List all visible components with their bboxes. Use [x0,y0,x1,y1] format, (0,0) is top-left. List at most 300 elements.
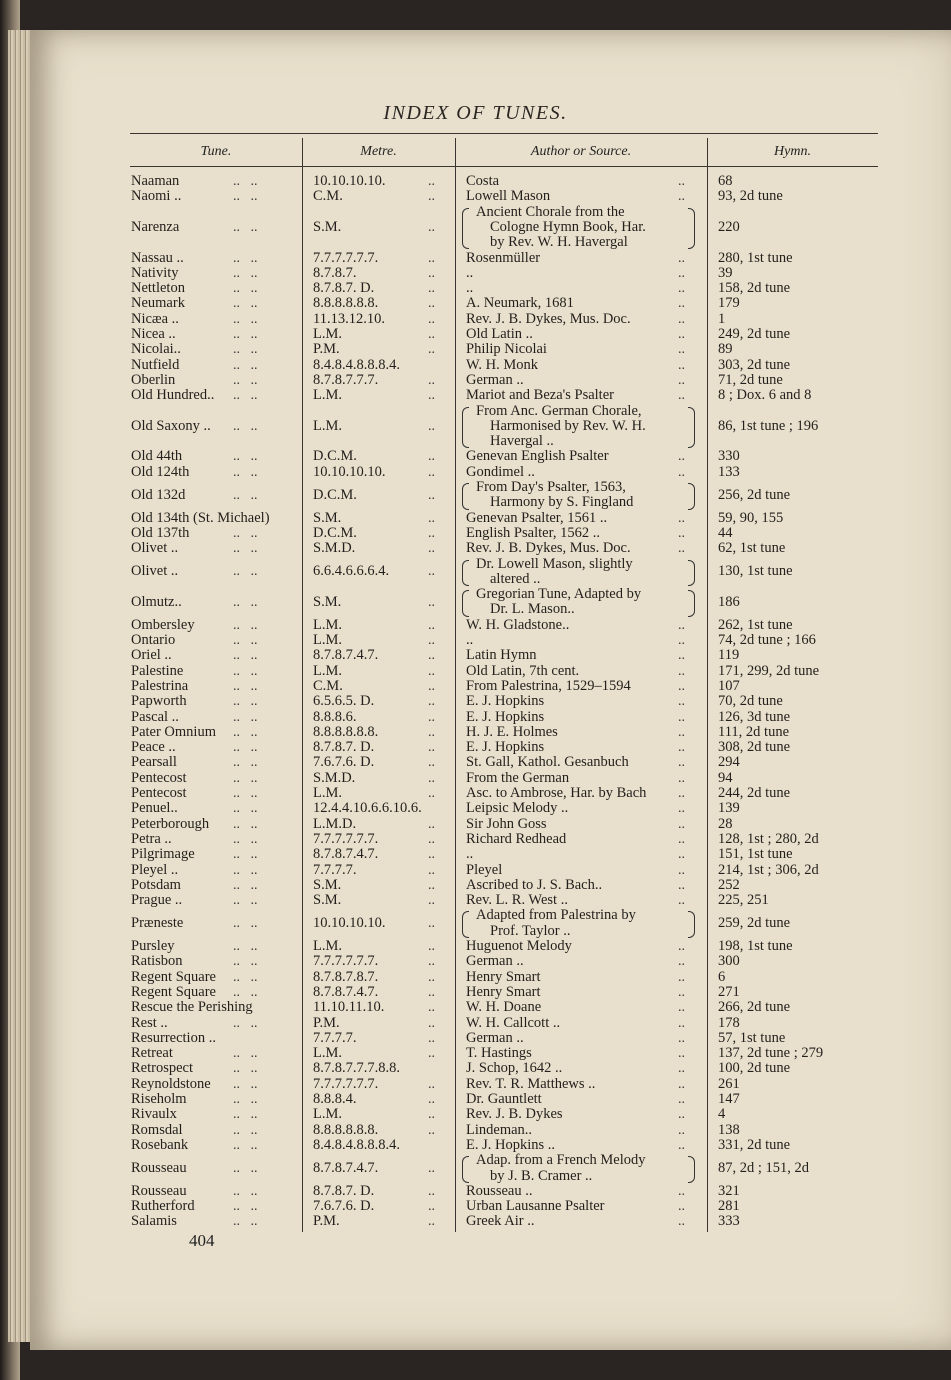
tune-metre: L.M. [313,387,342,404]
leader-dots: .. [428,564,435,580]
leader-dots: .. [428,1015,435,1031]
column-header-author: Author or Source. [530,144,632,159]
author-line: Havergal .. [490,433,554,450]
leader-dots: .. .. [233,694,258,710]
leader-dots: .. [678,464,685,480]
leader-dots: .. [678,189,685,205]
tune-metre: S.M. [313,593,342,610]
tune-name: Penuel.. [131,800,178,817]
author-line: Philip Nicolai [466,341,547,358]
brace-right [688,911,695,938]
author-line: E. J. Hopkins [466,739,545,756]
tune-name: Papworth [131,693,187,710]
tune-metre: 8.8.8.8.8.8. [313,295,379,312]
tune-name: Reynoldstone [131,1075,211,1092]
author-line: .. [466,632,474,648]
author-line: A. Neumark, 1681 [466,295,574,312]
author-line: Gondimel .. [466,463,535,480]
leader-dots: .. [428,740,435,756]
tune-name: Regent Square [131,983,216,1000]
leader-dots: .. [678,862,685,878]
hymn-number: 256, 2d tune [718,486,791,503]
tune-metre: S.M. [313,876,342,893]
tune-metre: 8.7.8.7. D. [313,739,375,756]
leader-dots: .. [428,770,435,786]
leader-dots: .. [678,694,685,710]
leader-dots: .. [678,893,685,909]
leader-dots: .. .. [233,311,258,327]
author-line: E. J. Hopkins .. [466,1136,556,1153]
leader-dots: .. [428,372,435,388]
hymn-number: 89 [718,341,733,358]
author-line: Leipsic Melody .. [466,800,569,817]
author-line: St. Gall, Kathol. Gesanbuch [466,754,629,771]
hymn-number: 4 [718,1106,726,1123]
tune-name: Pascal .. [131,708,179,725]
hymn-number: 107 [718,677,740,694]
leader-dots: .. [428,189,435,205]
hymn-number: 71, 2d tune [718,371,783,388]
hymn-number: 86, 1st tune ; 196 [718,417,819,434]
hymn-number: 271 [718,983,740,1000]
hymn-number: 28 [718,815,733,832]
leader-dots: .. [428,1046,435,1062]
leader-dots: .. .. [233,1183,258,1199]
tune-metre: L.M. [313,662,342,679]
tune-name: Peace .. [131,739,176,756]
tune-metre: 8.8.8.6. [313,708,357,725]
author-line: Mariot and Beza's Psalter [466,387,614,404]
author-line: .. [466,846,474,863]
leader-dots: .. [678,847,685,863]
leader-dots: .. .. [233,357,258,373]
leader-dots: .. .. [233,648,258,664]
author-line: by Rev. W. H. Havergal [490,234,628,251]
leader-dots: .. .. [233,564,258,580]
tune-metre: L.M.D. [313,815,357,832]
tune-name: Pursley [131,938,175,954]
tune-metre: S.M.D. [313,540,356,557]
leader-dots: .. .. [233,1015,258,1031]
tune-name: Rescue the Perishing [131,999,253,1016]
tune-name: Ombersley [131,616,195,633]
hymn-number: 330 [718,448,740,465]
tune-metre: S.M. [313,218,342,235]
leader-dots: .. [678,786,685,801]
tune-metre: 8.8.8.8.8.8. [313,1121,379,1138]
leader-dots: .. [678,1076,685,1092]
author-line: Rev. J. B. Dykes, Mus. Doc. [466,540,631,557]
tune-name: Nettleton [131,280,185,297]
tune-name: Palestrina [131,677,189,694]
hymn-number: 179 [718,295,740,312]
author-line: Rev. T. R. Matthews .. [466,1075,596,1092]
leader-dots: .. .. [233,1160,258,1176]
author-line: by J. B. Cramer .. [490,1167,593,1184]
leader-dots: .. [428,541,435,557]
leader-dots: .. [428,296,435,312]
author-line: Dr. Lowell Mason, slightly [476,555,633,572]
brace-right [688,1156,695,1183]
author-line: Urban Lausanne Psalter [466,1198,605,1215]
leader-dots: .. .. [233,709,258,725]
tune-metre: D.C.M. [313,524,357,541]
leader-dots: .. [678,816,685,832]
tune-metre: 7.7.7.7.7.7. [313,830,379,847]
leader-dots: .. [678,1137,685,1153]
author-line: Ascribed to J. S. Bach.. [466,876,603,893]
leader-dots: .. [428,487,435,503]
leader-dots: .. [428,281,435,297]
tune-metre: D.C.M. [313,486,357,503]
tune-metre: L.M. [313,1106,342,1123]
leader-dots: .. [678,770,685,786]
leader-dots: .. [428,617,435,633]
leader-dots: .. [428,939,435,954]
tune-name: Pentecost [131,785,187,801]
leader-dots: .. .. [233,449,258,465]
leader-dots: .. [678,327,685,342]
hymn-number: 93, 2d tune [718,188,783,205]
leader-dots: .. .. [233,594,258,610]
leader-dots: .. [678,510,685,526]
leader-dots: .. [678,1015,685,1031]
tune-name: Potsdam [131,876,181,893]
author-line: Latin Hymn [466,647,537,664]
brace-left [462,560,469,587]
hymn-number: 300 [718,953,740,970]
leader-dots: .. [678,1092,685,1107]
tune-name: Regent Square [131,968,216,985]
hymn-number: 244, 2d tune [718,785,791,801]
leader-dots: .. .. [233,954,258,970]
leader-dots: .. [428,862,435,878]
column-divider [302,138,303,1232]
leader-dots: .. [428,1092,435,1107]
tune-metre: C.M. [313,677,343,694]
hymn-number: 178 [718,1014,740,1031]
leader-dots: .. [428,663,435,679]
leader-dots: .. [428,916,435,932]
author-line: .. [466,280,474,297]
hymn-number: 59, 90, 155 [718,509,784,526]
leader-dots: .. [678,342,685,358]
leader-dots: .. [678,311,685,327]
author-line: Huguenot Melody [466,938,572,954]
leader-dots: .. .. [233,740,258,756]
hymn-number: 100, 2d tune [718,1060,791,1077]
tune-metre: 7.7.7.7.7.7. [313,1075,379,1092]
author-line: E. J. Hopkins [466,708,545,725]
tune-metre: 8.8.8.4. [313,1091,357,1107]
hymn-number: 139 [718,800,740,817]
hymn-number: 261 [718,1075,740,1092]
author-line: Asc. to Ambrose, Har. by Bach [466,785,647,801]
hymn-number: 308, 2d tune [718,739,791,756]
leader-dots: .. [428,831,435,847]
tune-name: Olivet .. [131,540,179,557]
tune-name: Narenza [131,218,180,235]
tune-metre: S.M. [313,892,342,909]
leader-dots: .. .. [233,388,258,404]
hymn-number: 128, 1st ; 280, 2d [718,830,819,847]
leader-dots: .. [678,755,685,771]
leader-dots: .. .. [233,862,258,878]
leader-dots: .. .. [233,265,258,281]
tune-name: Pentecost [131,769,187,786]
tune-name: Retreat [131,1045,173,1062]
leader-dots: .. .. [233,678,258,694]
leader-dots: .. [678,1122,685,1138]
hymn-number: 225, 251 [718,892,769,909]
hymn-number: 151, 1st tune [718,846,793,863]
leader-dots: .. [678,939,685,954]
leader-dots: .. [678,250,685,266]
tune-metre: L.M. [313,938,342,954]
tune-name: Nassau .. [131,249,184,266]
hymn-number: 39 [718,264,733,281]
leader-dots: .. .. [233,786,258,801]
leader-dots: .. .. [233,617,258,633]
leader-dots: .. [678,1214,685,1230]
leader-dots: .. [428,1030,435,1046]
leader-dots: .. [428,709,435,725]
leader-dots: .. [678,525,685,541]
leader-dots: .. [678,388,685,404]
leader-dots: .. .. [233,633,258,648]
author-line: Harmony by S. Fingland [490,494,634,511]
tune-name: Salamis [131,1213,177,1230]
tune-metre: 7.7.7.7. [313,1029,357,1046]
tune-name: Pleyel .. [131,861,179,878]
tune-name: Rosebank [131,1136,189,1153]
leader-dots: .. [678,831,685,847]
leader-dots: .. .. [233,418,258,434]
leader-dots: .. [678,357,685,373]
tune-name: Rousseau [131,1182,187,1199]
column-header-tune: Tune. [200,144,232,159]
tune-name: Old 137th [131,524,190,541]
hymn-number: 266, 2d tune [718,999,791,1016]
author-line: W. H. Callcott .. [466,1014,561,1031]
tune-name: Nicea .. [131,326,176,342]
tune-name: Rousseau [131,1159,187,1176]
tune-name: Petra .. [131,830,172,847]
tune-metre: 8.4.8.4.8.8.8.4. [313,356,400,373]
leader-dots: .. [678,740,685,756]
tune-metre: 8.7.8.7. D. [313,280,375,297]
leader-dots: .. .. [233,525,258,541]
author-line: E. J. Hopkins [466,693,545,710]
leader-dots: .. .. [233,281,258,297]
leader-dots: .. [428,633,435,648]
leader-dots: .. [428,311,435,327]
hymn-number: 94 [718,769,733,786]
author-line: Lowell Mason [466,188,551,205]
leader-dots: .. [428,342,435,358]
hymn-number: 130, 1st tune [718,563,793,580]
leader-dots: .. .. [233,487,258,503]
leader-dots: .. [678,1061,685,1077]
author-line: Richard Redhead [466,830,567,847]
leader-dots: .. [428,648,435,664]
brace-left [462,407,469,449]
leader-dots: .. [428,1199,435,1215]
tune-name: Romsdal [131,1121,183,1138]
tune-metre: 6.5.6.5. D. [313,693,375,710]
leader-dots: .. .. [233,541,258,557]
brace-left [462,590,469,617]
leader-dots: .. [678,265,685,281]
author-line: altered .. [490,570,541,587]
hymn-number: 147 [718,1091,740,1107]
author-line: From the German [466,769,570,786]
leader-dots: .. .. [233,1046,258,1062]
column-header-metre: Metre. [360,144,397,159]
tune-name: Naomi .. [131,188,182,205]
brace-right [688,590,695,617]
leader-dots: .. [428,724,435,740]
leader-dots: .. [678,663,685,679]
leader-dots: .. [428,694,435,710]
hymn-number: 126, 3d tune [718,708,791,725]
author-line: From Day's Psalter, 1563, [476,479,626,495]
leader-dots: .. [678,954,685,970]
tune-name: Nutfield [131,356,180,373]
hymn-number: 62, 1st tune [718,540,786,557]
leader-dots: .. [428,464,435,480]
hymn-number: 87, 2d ; 151, 2d [718,1159,810,1176]
author-line: Greek Air .. [466,1213,535,1230]
tune-metre: 8.7.8.7.4.7. [313,1159,379,1176]
leader-dots: .. [678,617,685,633]
tune-metre: 6.6.4.6.6.6.4. [313,563,390,580]
leader-dots: .. .. [233,1092,258,1107]
hymn-number: 138 [718,1121,740,1138]
tune-metre: 8.7.8.7. D. [313,1182,375,1199]
leader-dots: .. [428,525,435,541]
tune-name: Neumark [131,295,185,312]
leader-dots: .. [428,418,435,434]
leader-dots: .. [678,1199,685,1215]
author-line: Lindeman.. [466,1121,533,1138]
author-line: Gregorian Tune, Adapted by [476,586,642,603]
leader-dots: .. .. [233,372,258,388]
author-line: .. [466,264,474,281]
author-line: Old Latin, 7th cent. [466,662,580,679]
leader-dots: .. [428,174,435,189]
leader-dots: .. [428,1000,435,1016]
hymn-number: 158, 2d tune [718,280,791,297]
leader-dots: .. [428,847,435,863]
tune-metre: 11.13.12.10. [313,310,385,327]
tune-metre: C.M. [313,188,343,205]
author-line: W. H. Doane [466,999,542,1016]
tune-name: Riseholm [131,1091,187,1107]
header-bottom-rule [130,166,878,167]
page-title: INDEX OF TUNES. [383,102,568,124]
leader-dots: .. .. [233,831,258,847]
tune-name: Retrospect [131,1060,194,1077]
leader-dots: .. .. [233,464,258,480]
author-line: Rev. J. B. Dykes [466,1106,563,1123]
tune-metre: L.M. [313,326,342,342]
leader-dots: .. [678,1030,685,1046]
leader-dots: .. [428,265,435,281]
tune-name: Old 134th (St. Michael) [131,509,270,526]
tune-metre: 8.7.8.7.4.7. [313,846,379,863]
tune-name: Nicolai.. [131,341,181,358]
author-line: From Palestrina, 1529–1594 [466,677,631,694]
brace-right [688,483,695,510]
leader-dots: .. [678,969,685,985]
leader-dots: .. .. [233,1137,258,1153]
tune-metre: 7.7.7.7. [313,861,357,878]
author-line: Rosenmüller [466,249,541,266]
leader-dots: .. [678,678,685,694]
leader-dots: .. [678,709,685,725]
hymn-number: 8 ; Dox. 6 and 8 [718,387,812,404]
author-line: Henry Smart [466,983,541,1000]
author-line: Rev. L. R. West .. [466,892,568,909]
hymn-number: 133 [718,463,740,480]
hymn-number: 171, 299, 2d tune [718,662,820,679]
tune-metre: S.M.D. [313,769,356,786]
tune-name: Old Hundred.. [131,387,215,404]
hymn-number: 281 [718,1198,740,1215]
tune-metre: 8.7.8.7.7.7.8.8. [313,1060,400,1077]
author-line: Rev. J. B. Dykes, Mus. Doc. [466,310,631,327]
leader-dots: .. [428,893,435,909]
tune-metre: 11.10.11.10. [313,999,385,1016]
hymn-number: 6 [718,968,726,985]
author-line: Costa [466,173,500,189]
hymn-number: 57, 1st tune [718,1029,786,1046]
leader-dots: .. [428,1076,435,1092]
leader-dots: .. [678,1107,685,1123]
leader-dots: .. .. [233,801,258,817]
tune-metre: 10.10.10.10. [313,463,386,480]
author-line: English Psalter, 1562 .. [466,524,600,541]
brace-right [688,407,695,449]
hymn-number: 303, 2d tune [718,356,791,373]
leader-dots: .. [428,786,435,801]
tune-name: Resurrection .. [131,1029,216,1046]
hymn-number: 214, 1st ; 306, 2d [718,861,819,878]
leader-dots: .. [428,327,435,342]
tune-metre: P.M. [313,1213,340,1230]
leader-dots: .. .. [233,1214,258,1230]
hymn-number: 70, 2d tune [718,693,783,710]
leader-dots: .. [428,449,435,465]
tune-metre: L.M. [313,632,342,648]
author-line: Ancient Chorale from the [476,203,625,220]
leader-dots: .. [678,1183,685,1199]
hymn-number: 119 [718,647,740,664]
leader-dots: .. [428,877,435,893]
leader-dots: .. .. [233,877,258,893]
author-line: J. Schop, 1642 .. [466,1060,563,1077]
leader-dots: .. .. [233,893,258,909]
tune-name: Nicæa .. [131,310,179,327]
hymn-number: 198, 1st tune [718,938,793,954]
hymn-number: 111, 2d tune [718,723,790,740]
author-line: Genevan English Psalter [466,448,609,465]
leader-dots: .. .. [233,250,258,266]
leader-dots: .. [678,449,685,465]
leader-dots: .. [428,984,435,1000]
leader-dots: .. .. [233,770,258,786]
